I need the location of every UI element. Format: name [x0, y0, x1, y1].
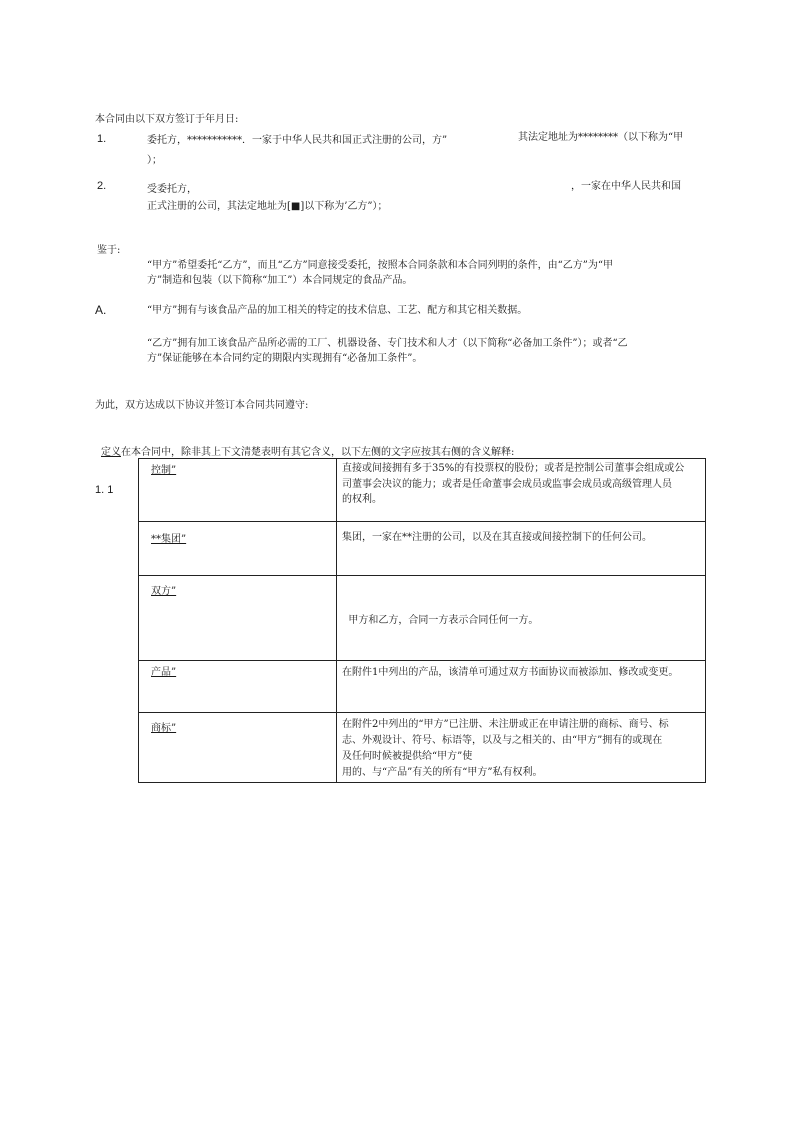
definition-line: 司董事会决议的能力；或者是任命董事会成员或监事会成员或高级管理人员	[342, 478, 672, 490]
party2-line1: 受委托方，	[147, 184, 197, 195]
item-a-text: “甲方”拥有与该食品产品的加工相关的特定的技术信息、工艺、配方和其它相关数据。	[147, 305, 528, 316]
item-a-label: A.	[95, 303, 107, 317]
table-row	[139, 576, 706, 661]
whereas-paragraph-2-line-1: “乙方”拥有加工该食品产品所必需的工厂、机器设备、专门技术和人才（以下简称“必备加工条件”）；或者“乙	[147, 338, 628, 349]
term-cell	[139, 459, 337, 522]
term-cell	[139, 712, 337, 782]
definition-line: 及任何时候被提供给“甲方”使	[342, 750, 473, 762]
party1-number: 1.	[97, 133, 107, 145]
party1-line1: 委托方，***********．一家于中华人民共和国正式注册的公司，方”	[147, 135, 448, 146]
whereas-paragraph-1-line-1: “甲方”希望委托“乙方”，而且“乙方”同意接受委托，按照本合同条款和本合同列明的条件，由“乙方”为“甲	[147, 260, 614, 271]
term-label: **集团”	[151, 534, 187, 545]
term-cell	[139, 576, 337, 661]
table-row	[139, 712, 706, 782]
term-cell	[139, 522, 337, 576]
term-label: 控制”	[151, 465, 177, 476]
agreement-statement: 为此，双方达成以下协议并签订本合同共同遵守:	[95, 400, 309, 411]
definitions-table	[138, 458, 706, 783]
table-row	[139, 459, 706, 522]
party2-line2: 正式注册的公司，其法定地址为[■]以下称为’乙方”）；	[147, 201, 388, 212]
party2-number: 2.	[97, 180, 107, 192]
whereas-label: 鉴于:	[97, 245, 121, 256]
term-label: 商标”	[151, 722, 177, 734]
whereas-paragraph-1	[147, 258, 613, 288]
section-number: 1. 1	[95, 484, 114, 496]
definition-line: 甲方和乙方，合同一方表示合同任何一方。	[342, 615, 539, 626]
whereas-paragraph-2-line-2: 方”保证能够在本合同约定的期限内实现拥有“必备加工条件”。	[147, 353, 423, 364]
term-label: 双方”	[151, 586, 177, 597]
preamble: 本合同由以下双方签订于年月日:	[95, 114, 239, 125]
term-cell	[139, 660, 337, 712]
definition-line: 在附件1中列出的产品，该清单可通过双方书面协议而被添加、修改或变更。	[342, 666, 679, 678]
party1-line1-right: 其法定地址为********（以下称为“甲	[518, 132, 684, 143]
definition-line: 在附件2中列出的“甲方”已注册、未注册或正在申请注册的商标、商号、标	[342, 718, 669, 730]
definition-line: 直接或间接拥有多于35%的有投票权的股份；或者是控制公司董事会组成或公	[342, 463, 685, 474]
definition-line: 用的、与“产品”有关的所有“甲方”私有权利。	[342, 766, 543, 778]
party1-line2: ）；	[147, 155, 162, 166]
term-label: 产品”	[151, 666, 177, 678]
definitions-intro-text: 在本合同中，除非其上下文清楚表明有其它含义，以下左侧的文字应按其右侧的含义解释:	[121, 447, 515, 458]
definition-line: 志、外观设计、符号、标语等，以及与之相关的、由“甲方”拥有的或现在	[342, 734, 663, 746]
definitions-heading: 定义	[101, 447, 121, 458]
definition-cell	[337, 576, 706, 661]
whereas-paragraph-2	[147, 336, 628, 366]
definition-cell	[337, 660, 706, 712]
party2-line1-right: ，一家在中华人民共和国	[571, 181, 681, 192]
definition-line: 的权利。	[342, 494, 382, 505]
table-row	[139, 522, 706, 576]
whereas-paragraph-1-line-2: 方”制造和包装（以下简称“加工”）本合同规定的食品产品。	[147, 275, 413, 286]
definition-cell	[337, 522, 706, 576]
definition-line: 集团，一家在**注册的公司，以及在其直接或间接控制下的任何公司。	[342, 532, 652, 543]
definition-cell	[337, 712, 706, 782]
table-row	[139, 660, 706, 712]
definition-cell	[337, 459, 706, 522]
